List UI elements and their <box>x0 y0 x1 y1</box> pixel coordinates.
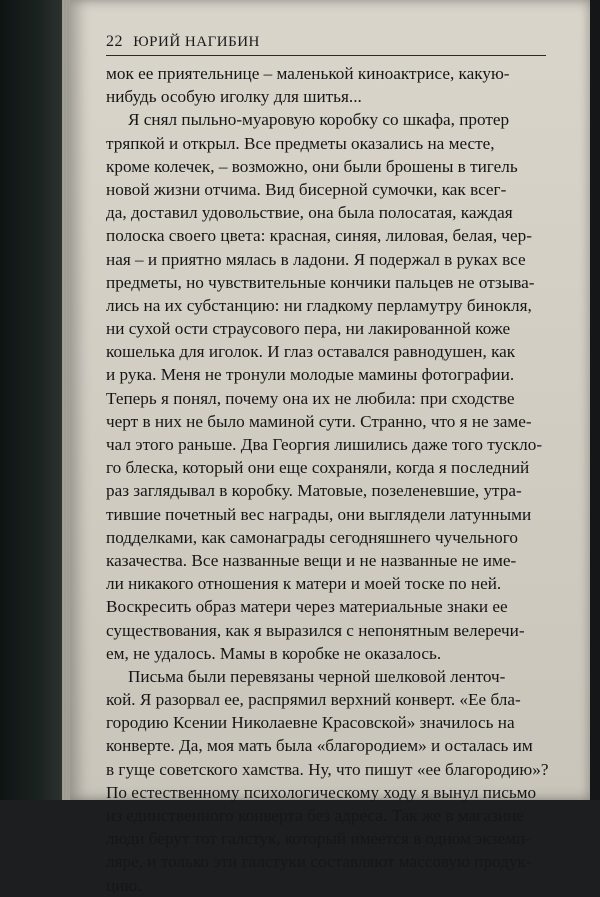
text-line: в гуще советского хамства. Ну, что пишут «ее благородию»? <box>106 759 549 779</box>
book-spine <box>0 0 70 800</box>
text-line: ни сухой ости страусового пера, ни лакированной коже <box>106 319 511 339</box>
text-line: ная – и приятно мялась в ладони. Я подержал в руках все <box>106 249 526 269</box>
text-line: да, доставил удовольствие, она была полосатая, каждая <box>106 203 513 223</box>
text-line: По естественному психологическому ходу я вынул письмо <box>106 782 537 802</box>
text-line: кроме колечек, – возможно, они были брошены в тигель <box>106 156 518 176</box>
text-line: тившие почетный вес награды, они выглядели латунными <box>106 504 532 524</box>
text-line: подделками, как самонаграды сегодняшнего чучельного <box>106 527 518 547</box>
text-line: Письма были перевязаны черной шелковой ленточ- <box>128 666 506 686</box>
running-header <box>106 33 546 55</box>
text-line: Я снял пыльно-муаровую коробку со шкафа, протер <box>128 110 510 130</box>
text-line: чал этого раньше. Два Георгия лишились даже того тускло- <box>106 435 543 454</box>
text-line: новой жизни отчима. Вид бисерной сумочки, как всег- <box>106 179 507 199</box>
header-rule <box>106 55 546 56</box>
text-line: Воскресить образ матери через материальные знаки ее <box>106 597 508 617</box>
text-line: ем, не удалось. Мамы в коробке не оказалось. <box>106 643 442 663</box>
background-edge <box>590 0 600 800</box>
text-line: предметы, но чувствительные кончики пальцев не отзыва- <box>106 272 535 292</box>
running-title: ЮРИЙ НАГИБИН <box>133 34 260 50</box>
text-line: цию. <box>106 875 142 895</box>
text-line: лись на их субстанцию: ни гладкому перламутру бинокля, <box>106 295 532 315</box>
text-line: казачества. Все названные вещи и не названные не име- <box>106 550 517 570</box>
text-line: кошелька для иголок. И глаз оставался равнодушен, как <box>106 342 516 362</box>
text-line: го блеска, который они еще сохраняли, когда я последний <box>106 458 530 478</box>
text-line: кой. Я разорвал ее, распрямил верхний конверт. «Ее бла- <box>106 690 521 710</box>
text-line: люди берут тот галстук, который имеется в одном экземп- <box>106 829 531 849</box>
text-line: и рука. Меня не тронули молодые мамины фотографии. <box>106 365 515 385</box>
body-text <box>106 62 554 897</box>
text-line: ли никакого отношения к матери и моей тоске по ней. <box>106 574 502 594</box>
text-line: ляре, и только эти галстуки составляют массовую продук- <box>106 852 532 872</box>
text-line: мок ее приятельнице – маленькой киноактрисе, какую- <box>106 64 510 83</box>
text-line: существования, как я выразился с непонятным велеречи- <box>106 620 525 640</box>
text-line: городию Ксении Николаевне Красовской» значилось на <box>106 713 515 733</box>
text-line: конверте. Да, моя мать была «благородием» и осталась им <box>106 736 533 756</box>
text-line: полоска своего цвета: красная, синяя, лиловая, белая, чер- <box>106 226 533 246</box>
text-line: Теперь я понял, почему она их не любила: при сходстве <box>106 388 515 408</box>
text-line: тряпкой и открыл. Все предметы оказались на месте, <box>106 133 495 153</box>
page-number: 22 <box>106 33 123 50</box>
text-line: из единственного конверта без адреса. Так же в магазине <box>106 806 524 825</box>
book-page <box>70 0 590 895</box>
text-line: раз заглядывал в коробку. Матовые, позеленевшие, утра- <box>106 481 522 501</box>
text-line: черт в них не было маминой сути. Странно, что я не заме- <box>106 411 532 431</box>
text-line: нибудь особую иголку для шитья... <box>106 87 362 107</box>
